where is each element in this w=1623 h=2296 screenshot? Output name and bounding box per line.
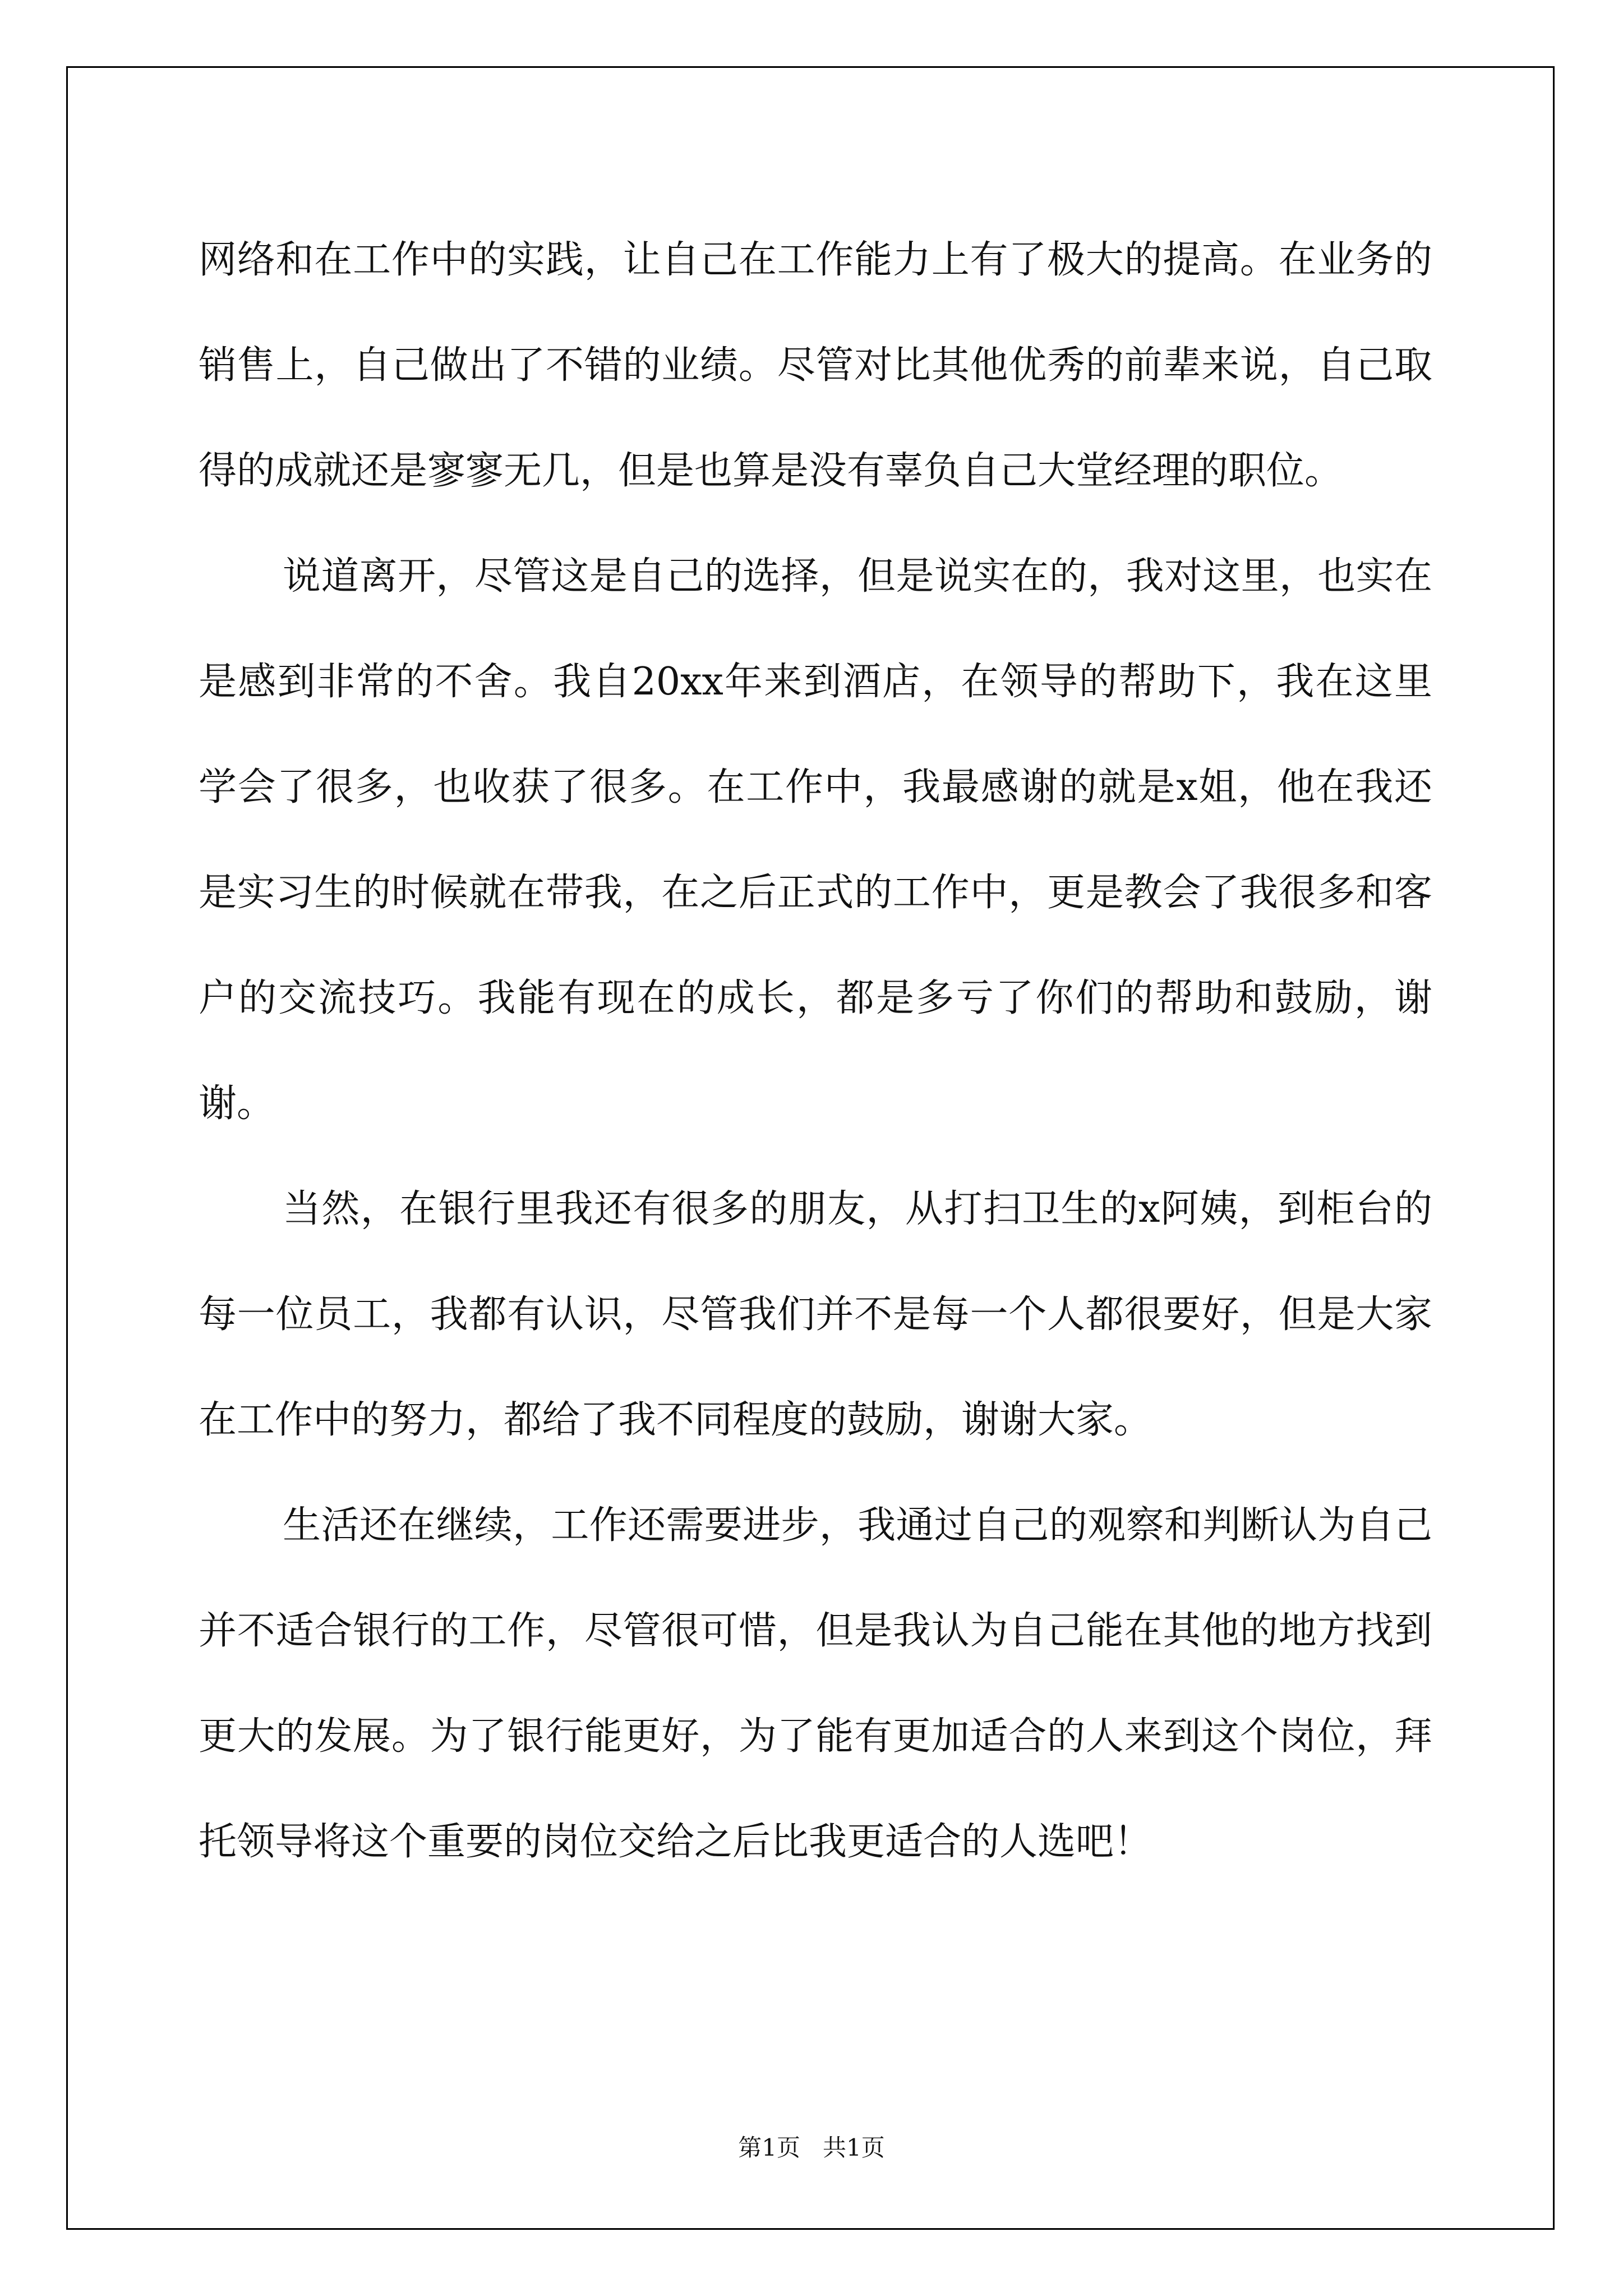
paragraph-3: 当然，在银行里我还有很多的朋友，从打扫卫生的x阿姨，到柜台的每一位员工，我都有认识，尽管我们并不是每一个人都很要好，但是大家在工作中的努力，都给了我不同程度的鼓励，谢谢大家。	[199, 1187, 1432, 1442]
paragraph-1: 网络和在工作中的实践，让自己在工作能力上有了极大的提高。在业务的销售上，自己做出了不错的业绩。尽管对比其他优秀的前辈来说，自己取得的成就还是寥寥无几，但是也算是没有辜负自己大堂经理的职位。	[199, 238, 1432, 493]
document-body	[199, 208, 1432, 1895]
page-number: 第1页 共1页	[738, 2134, 885, 2161]
paragraph-4: 生活还在继续，工作还需要进步，我通过自己的观察和判断认为自己并不适合银行的工作，尽管很可惜，但是我认为自己能在其他的地方找到更大的发展。为了银行能更好，为了能有更加适合的人来到这个岗位，拜托领导将这个重要的岗位交给之后比我更适合的人选吧！	[199, 1503, 1432, 1864]
paragraph-2: 说道离开，尽管这是自己的选择，但是说实在的，我对这里，也实在是感到非常的不舍。我自20xx年来到酒店，在领导的帮助下，我在这里学会了很多，也收获了很多。在工作中，我最感谢的就是x姐，他在我还是实习生的时候就在带我，在之后正式的工作中，更是教会了我很多和客户的交流技巧。我能有现在的成长，都是多亏了你们的帮助和鼓励，谢谢。	[199, 554, 1432, 1126]
